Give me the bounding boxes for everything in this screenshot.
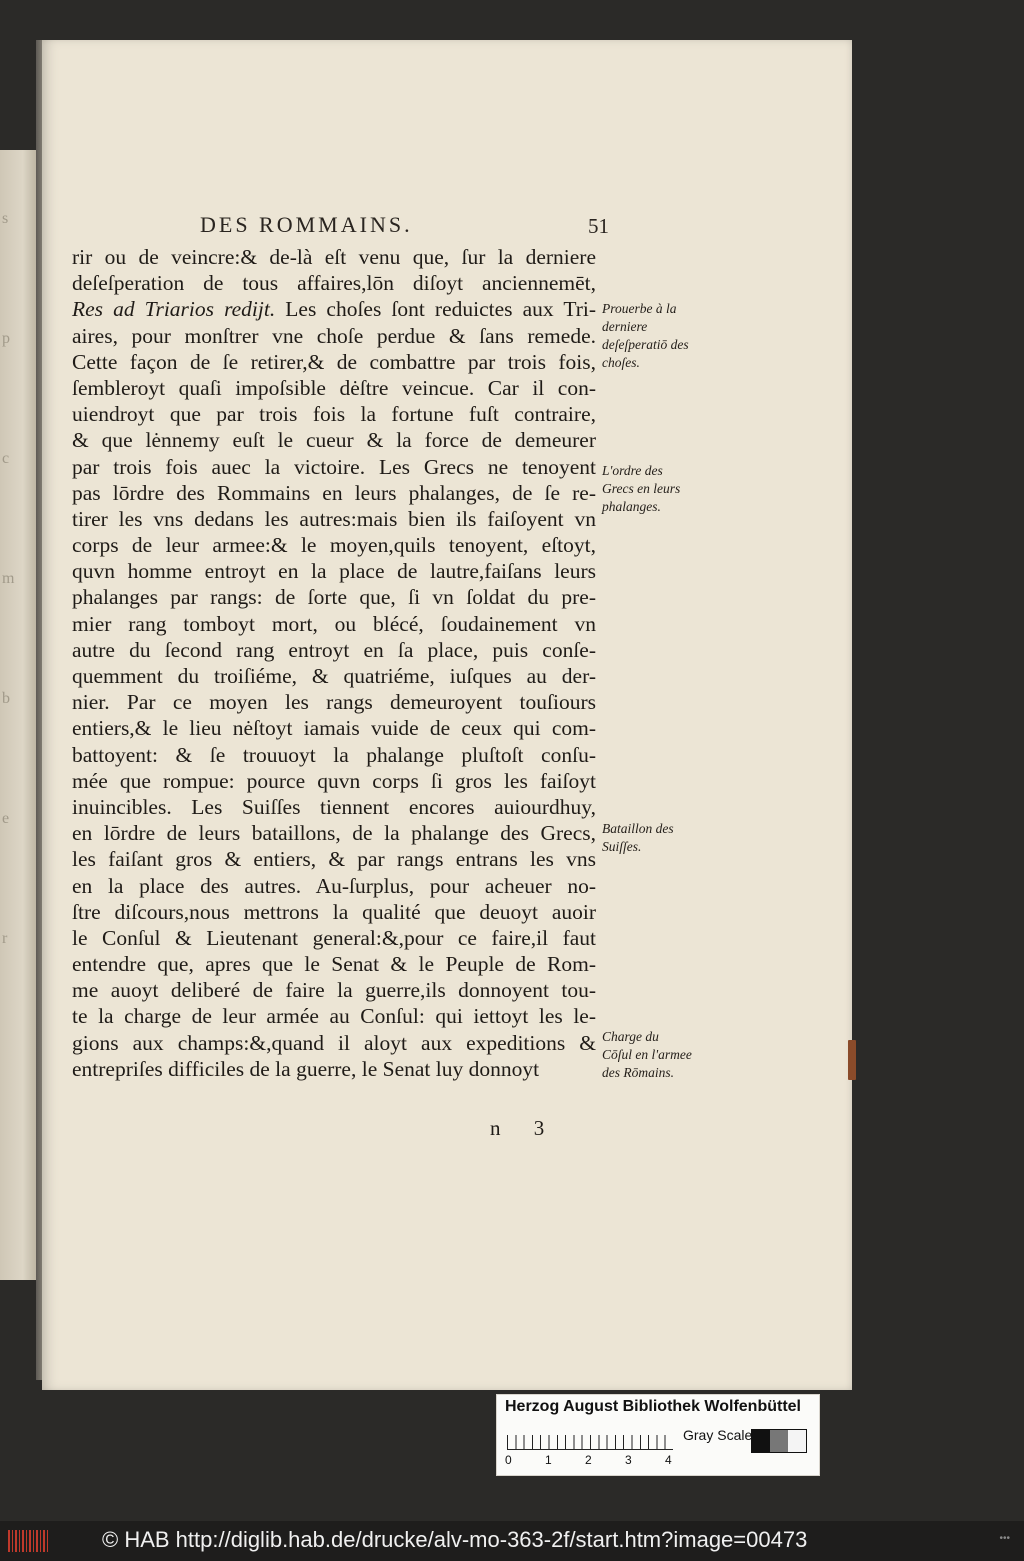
footer-dots-icon: ••• bbox=[999, 1533, 1010, 1544]
barcode-icon bbox=[8, 1530, 48, 1552]
page-number: 51 bbox=[588, 214, 609, 238]
scale-ruler bbox=[507, 1427, 673, 1450]
text-line: phalanges par rangs: de ſorte que, ſi vn ſoldat du pre- bbox=[72, 585, 596, 610]
text-line: mier rang tomboyt mort, ou blécé, ſoudainement vn bbox=[72, 611, 596, 636]
text-line: corps de leur armee:& le moyen,quils tenoyent, eſtoyt, bbox=[72, 533, 596, 558]
text-line: tirer les vns dedans les autres:mais bien ils faiſoyent vn bbox=[72, 506, 596, 531]
text-line: entrepriſes difficiles de la guerre, le Senat luy donnoyt bbox=[72, 1056, 540, 1081]
text-line: deſeſperation de tous affaires,lōn diſoyt anciennemēt, bbox=[72, 271, 596, 296]
text-line: Cette façon de ſe retirer,& de combattre par trois fois, bbox=[72, 349, 596, 374]
ruler-label: 2 bbox=[585, 1453, 592, 1467]
text-line: te la charge de leur armée au Conſul: qui iettoyt les le- bbox=[72, 1004, 596, 1029]
margin-note-proverb: Prouerbe à la derniere deſeſperatiō des choſes. bbox=[602, 301, 689, 370]
ruler-label: 4 bbox=[665, 1453, 672, 1467]
text-line: en la place des autres. Au-ſurplus, pour acheuer no- bbox=[72, 873, 596, 898]
text-line: ſtre diſcours,nous mettrons la qualité que deuoyt auoir bbox=[72, 899, 596, 924]
text-line: nier. Par ce moyen les rangs demeuroyent touſiours bbox=[72, 690, 596, 715]
latin-phrase: Res ad Triarios redijt. bbox=[72, 297, 276, 322]
text-line: pas lōrdre des Rommains en leurs phalanges, de ſe re- bbox=[72, 480, 596, 505]
copyright-url[interactable]: © HAB http://diglib.hab.de/drucke/alv-mo-363-2f/start.htm?image=00473 bbox=[102, 1527, 808, 1552]
footer-bar bbox=[0, 1521, 1024, 1561]
text-line: ſembleroyt quaſi impoſsible dėſtre veincue. Car il con- bbox=[72, 375, 596, 400]
text-line: entendre que, apres que le Senat & le Peuple de Rom- bbox=[72, 952, 596, 977]
page-tab-marker bbox=[848, 1040, 856, 1080]
target-title: Herzog August Bibliothek Wolfenbüttel bbox=[505, 1398, 801, 1415]
text-line: battoyent: & ſe trouuoyt la phalange pluſtoſt conſu- bbox=[72, 742, 596, 767]
text-line: mée que rompue: pource quvn corps ſi gros les faiſoyt bbox=[72, 768, 596, 793]
text-line: quvn homme entroyt en la place de lautre,faiſans leurs bbox=[72, 559, 596, 584]
text-line: Res ad Triarios redijt. Les choſes ſont reduictes aux Tri- bbox=[72, 297, 596, 322]
text-line: les faiſant gros & entiers, & par rangs entrans les vns bbox=[72, 847, 596, 872]
signature-mark: n 3 bbox=[490, 1116, 559, 1140]
gray-scale-label: Gray Scale bbox=[683, 1427, 753, 1443]
margin-note-consul-charge: Charge du Cōſul en l'armee des Rōmains. bbox=[602, 1029, 692, 1080]
text-line: en lōrdre de leurs bataillons, de la phalange des Grecs, bbox=[72, 821, 596, 846]
ruler-label: 3 bbox=[625, 1453, 632, 1467]
body-text bbox=[72, 244, 596, 1082]
text-line: me auoyt deliberé de faire la guerre,ils donnoyent tou- bbox=[72, 978, 596, 1003]
text-line: & que lėnnemy euſt le cueur & la force de demeurer bbox=[72, 428, 596, 453]
text-line: le Conſul & Lieutenant general:&,pour ce faire,il faut bbox=[72, 925, 596, 950]
text-line: par trois fois auec la victoire. Les Grecs ne tenoyent bbox=[72, 454, 596, 479]
ruler-label: 0 bbox=[505, 1453, 512, 1467]
margin-note-greek-order: L'ordre des Grecs en leurs phalanges. bbox=[602, 463, 681, 514]
color-target bbox=[496, 1394, 820, 1476]
margin-note-swiss-battalion: Bataillon des Suiſſes. bbox=[602, 821, 674, 854]
ruler-label: 1 bbox=[545, 1453, 552, 1467]
running-head: DES ROMMAINS. bbox=[200, 212, 413, 237]
text-line: entiers,& le lieu nėſtoyt iamais vuide de ceux qui com- bbox=[72, 716, 596, 741]
previous-page-edge: s p c m b e r bbox=[0, 150, 38, 1280]
text-line: gions aux champs:&,quand il aloyt aux expeditions & bbox=[72, 1030, 596, 1055]
text-line: autre du ſecond rang entroyt en ſa place, puis conſe- bbox=[72, 637, 596, 662]
text-line: uiendroyt que par trois fois la fortune fuſt contraire, bbox=[72, 402, 596, 427]
gray-scale-swatches bbox=[751, 1429, 807, 1453]
text-line: inuincibles. Les Suiſſes tiennent encores auiourdhuy, bbox=[72, 794, 596, 819]
text-line: quemment du troiſiéme, & quatriéme, iuſques au der- bbox=[72, 664, 596, 688]
text-line: rir ou de veincre:& de-là eſt venu que, ſur la derniere bbox=[72, 245, 596, 269]
text-line: aires, pour monſtrer vne choſe perdue & ſans remede. bbox=[72, 323, 596, 348]
